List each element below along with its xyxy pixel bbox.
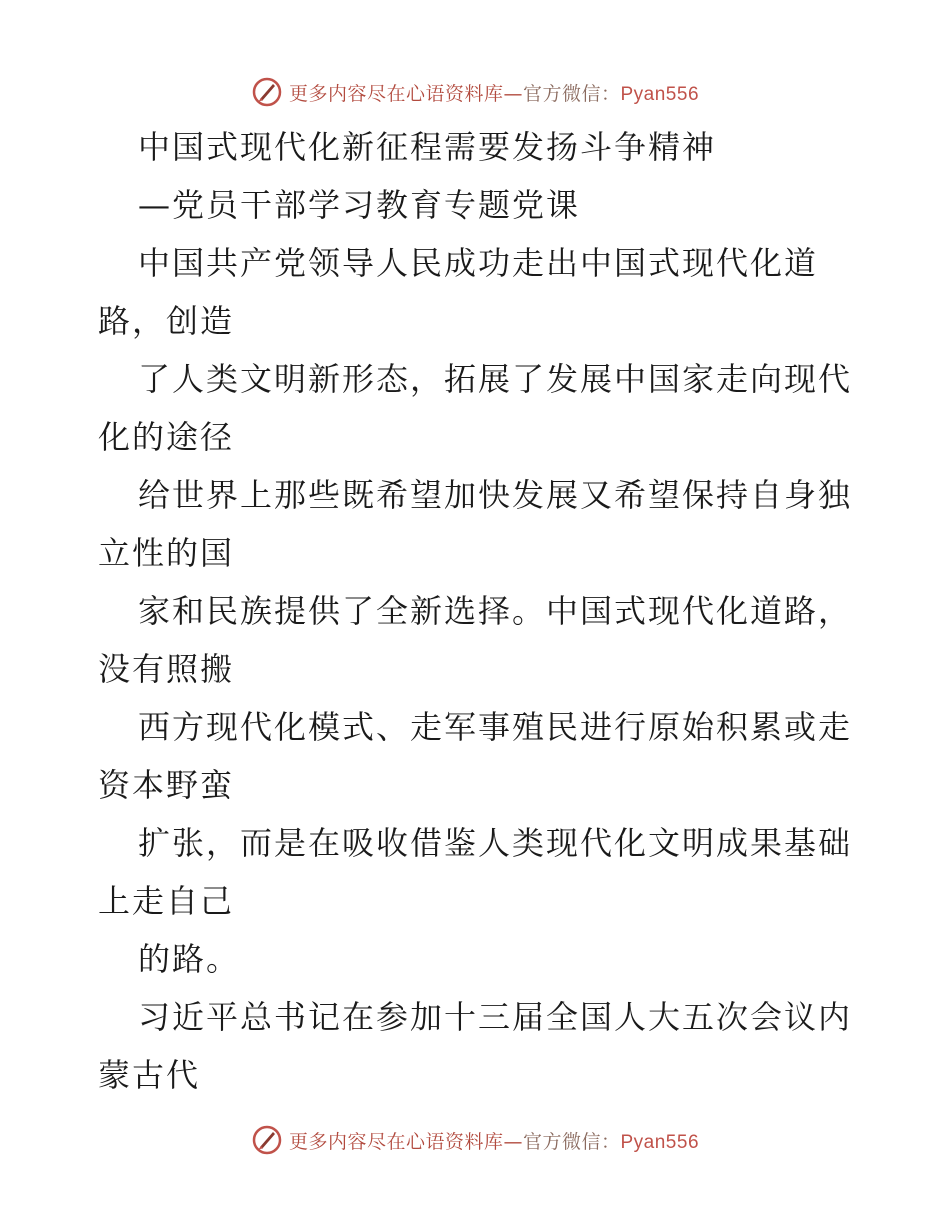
banner-text [289, 79, 699, 106]
doc-line: 中国共产党领导人民成功走出中国式现代化道 [138, 244, 819, 282]
document-body [98, 118, 858, 1104]
banner-wechat-label: 官方微信： [522, 1130, 621, 1153]
doc-line: 扩张，而是在吸收借鉴人类现代化文明成果基础 [138, 824, 853, 862]
banner-text [289, 1127, 699, 1154]
banner-site-text: 更多内容尽在心语资料库— [288, 1130, 523, 1153]
doc-line: 化的途径 [98, 418, 235, 456]
doc-line: 上走自己 [98, 882, 235, 920]
banner-wechat-label: 官方微信： [522, 82, 621, 105]
doc-line: 家和民族提供了全新选择。中国式现代化道路， [138, 592, 853, 630]
doc-line: 路，创造 [98, 302, 235, 340]
header-watermark-banner [0, 72, 950, 112]
doc-line: 的路。 [138, 940, 241, 978]
doc-line: 没有照搬 [98, 650, 235, 688]
doc-line: 资本野蛮 [98, 766, 235, 804]
doc-line: 立性的国 [98, 534, 235, 572]
footer-watermark-banner [0, 1120, 950, 1160]
doc-line: 习近平总书记在参加十三届全国人大五次会议内 [138, 998, 853, 1036]
quill-logo-icon [251, 76, 283, 108]
banner-site-text: 更多内容尽在心语资料库— [288, 82, 523, 105]
banner-wechat-id: Pyan556 [620, 1131, 700, 1153]
doc-line: 了人类文明新形态，拓展了发展中国家走向现代 [138, 360, 853, 398]
doc-line: 中国式现代化新征程需要发扬斗争精神 [138, 128, 717, 166]
doc-line: —党员干部学习教育专题党课 [138, 186, 581, 224]
banner-wechat-id: Pyan556 [620, 83, 700, 105]
doc-line: 给世界上那些既希望加快发展又希望保持自身独 [138, 476, 853, 514]
quill-logo-icon [251, 1124, 283, 1156]
doc-line: 西方现代化模式、走军事殖民进行原始积累或走 [138, 708, 853, 746]
doc-line: 蒙古代 [98, 1056, 201, 1094]
